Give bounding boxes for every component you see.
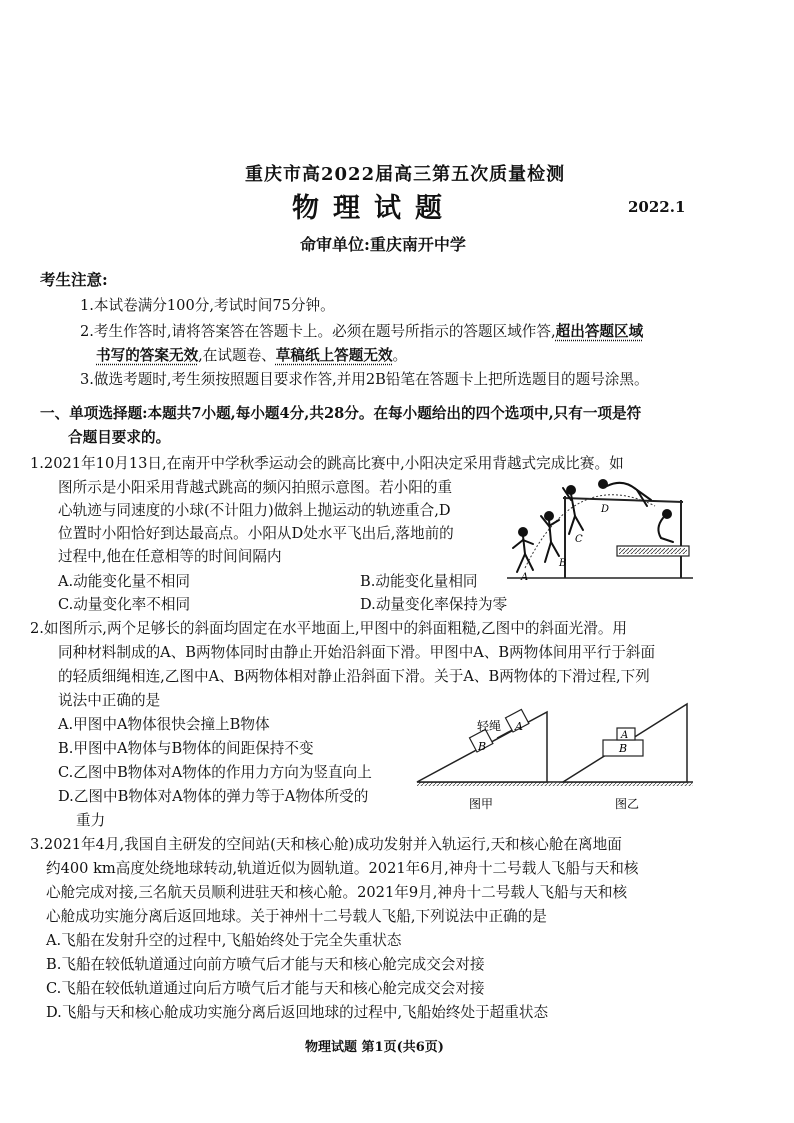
- q1-line1: 1.2021年10月13日,在南开中学秋季运动会的跳高比赛中,小阳决定采用背越式完成比赛。如: [30, 455, 624, 472]
- q1-option-c: C.动量变化率不相同: [58, 596, 191, 613]
- q3-option-a: A.飞船在发射升空的过程中,飞船始终处于完全失重状态: [46, 932, 402, 949]
- q2-option-d-line2: 重力: [76, 812, 106, 829]
- notes-title: 考生注意:: [40, 270, 108, 289]
- exam-date: 2022.1: [628, 198, 686, 216]
- q2-fig-rope-label: 轻绳: [477, 719, 502, 733]
- q3-line2: 约400 km高度处绕地球转动,轨道近似为圆轨道。2021年6月,神舟十二号载人飞船与天和核: [46, 860, 639, 877]
- q1-fig-label-d: D: [601, 504, 610, 515]
- notes-item-1: 1.本试卷满分100分,考试时间75分钟。: [80, 297, 335, 314]
- q1-line3: 心轨迹与同速度的小球(不计阻力)做斜上抛运动的轨迹重合,D: [58, 502, 451, 519]
- q3-option-c: C.飞船在较低轨道通过向后方喷气后才能与天和核心舱完成交会对接: [46, 980, 485, 997]
- q1-line2: 图所示是小阳采用背越式跳高的频闪拍照示意图。若小阳的重: [58, 479, 453, 496]
- q1-line5: 过程中,他在任意相等的时间间隔内: [58, 548, 282, 565]
- q1-line4: 位置时小阳恰好到达最高点。小阳从D处水平飞出后,落地前的: [58, 525, 454, 542]
- q1-fig-label-b: B: [559, 558, 567, 569]
- q2-option-d-line1: D.乙图中B物体对A物体的弹力等于A物体所受的: [58, 788, 369, 805]
- q1-high-jump-figure: [505, 476, 695, 584]
- q2-fig-yi-label-b: B: [619, 742, 628, 755]
- notes-item-2a: 2.考生作答时,请将答案答在答题卡上。必须在题号所指示的答题区域作答,超出答题区域: [80, 323, 644, 340]
- q2-line2: 同种材料制成的A、B两物体同时由静止开始沿斜面下滑。甲图中A、B两物体间用平行于斜面: [58, 644, 656, 661]
- section1-heading-line2: 合题目要求的。: [68, 429, 171, 446]
- q3-line1: 3.2021年4月,我国自主研发的空间站(天和核心舱)成功发射并入轨运行,天和核心舱在离地面: [30, 836, 622, 853]
- q1-option-d: D.动量变化率保持为零: [360, 596, 508, 613]
- q3-line4: 心舱成功实施分离后返回地球。关于神州十二号载人飞船,下列说法中正确的是: [46, 908, 547, 925]
- section1-heading-line1: 一、单项选择题:本题共7小题,每小题4分,共28分。在每小题给出的四个选项中,只有一项是符: [40, 405, 642, 422]
- q2-option-c: C.乙图中B物体对A物体的作用力方向为竖直向上: [58, 764, 372, 781]
- q2-fig-jia-label-a: A: [515, 720, 523, 733]
- q2-line1: 2.如图所示,两个足够长的斜面均固定在水平地面上,甲图中的斜面粗糙,乙图中的斜面光滑。用: [30, 620, 628, 637]
- q2-fig-caption-right: 图乙: [615, 797, 640, 811]
- q2-incline-figure: [415, 700, 695, 812]
- q3-option-b: B.飞船在较低轨道通过向前方喷气后才能与天和核心舱完成交会对接: [46, 956, 485, 973]
- q2-line3: 的轻质细绳相连,乙图中A、B两物体相对静止沿斜面下滑。关于A、B两物体的下滑过程,下列: [58, 668, 650, 685]
- q3-option-d: D.飞船与天和核心舱成功实施分离后返回地球的过程中,飞船始终处于超重状态: [46, 1004, 549, 1021]
- q1-fig-label-a: A: [521, 572, 529, 583]
- page-footer: 物理试题 第1页(共6页): [305, 1040, 444, 1055]
- q1-fig-label-c: C: [575, 534, 583, 545]
- q3-line3: 心舱完成对接,三名航天员顺利进驻天和核心舱。2021年9月,神舟十二号载人飞船与天和核: [46, 884, 628, 901]
- q1-option-a: A.动能变化量不相同: [58, 573, 190, 590]
- subject-title: 物理试题: [292, 193, 456, 224]
- q2-fig-jia-label-b: B: [478, 740, 487, 753]
- notes-item-2b: 书写的答案无效,在试题卷、草稿纸上答题无效。: [96, 347, 408, 364]
- q2-option-b: B.甲图中A物体与B物体的间距保持不变: [58, 740, 314, 757]
- author-unit: 命审单位:重庆南开中学: [300, 235, 466, 254]
- notes-item-3: 3.做选考题时,考生须按照题目要求作答,并用2B铅笔在答题卡上把所选题目的题号涂黑。: [80, 371, 649, 388]
- q2-fig-yi-label-a: A: [621, 730, 629, 741]
- exam-name: 重庆市高2022届高三第五次质量检测: [245, 164, 566, 185]
- q1-option-b: B.动能变化量相同: [360, 573, 478, 590]
- q2-fig-caption-left: 图甲: [469, 797, 494, 811]
- q2-option-a: A.甲图中A物体很快会撞上B物体: [58, 716, 270, 733]
- q2-line4: 说法中正确的是: [58, 692, 161, 709]
